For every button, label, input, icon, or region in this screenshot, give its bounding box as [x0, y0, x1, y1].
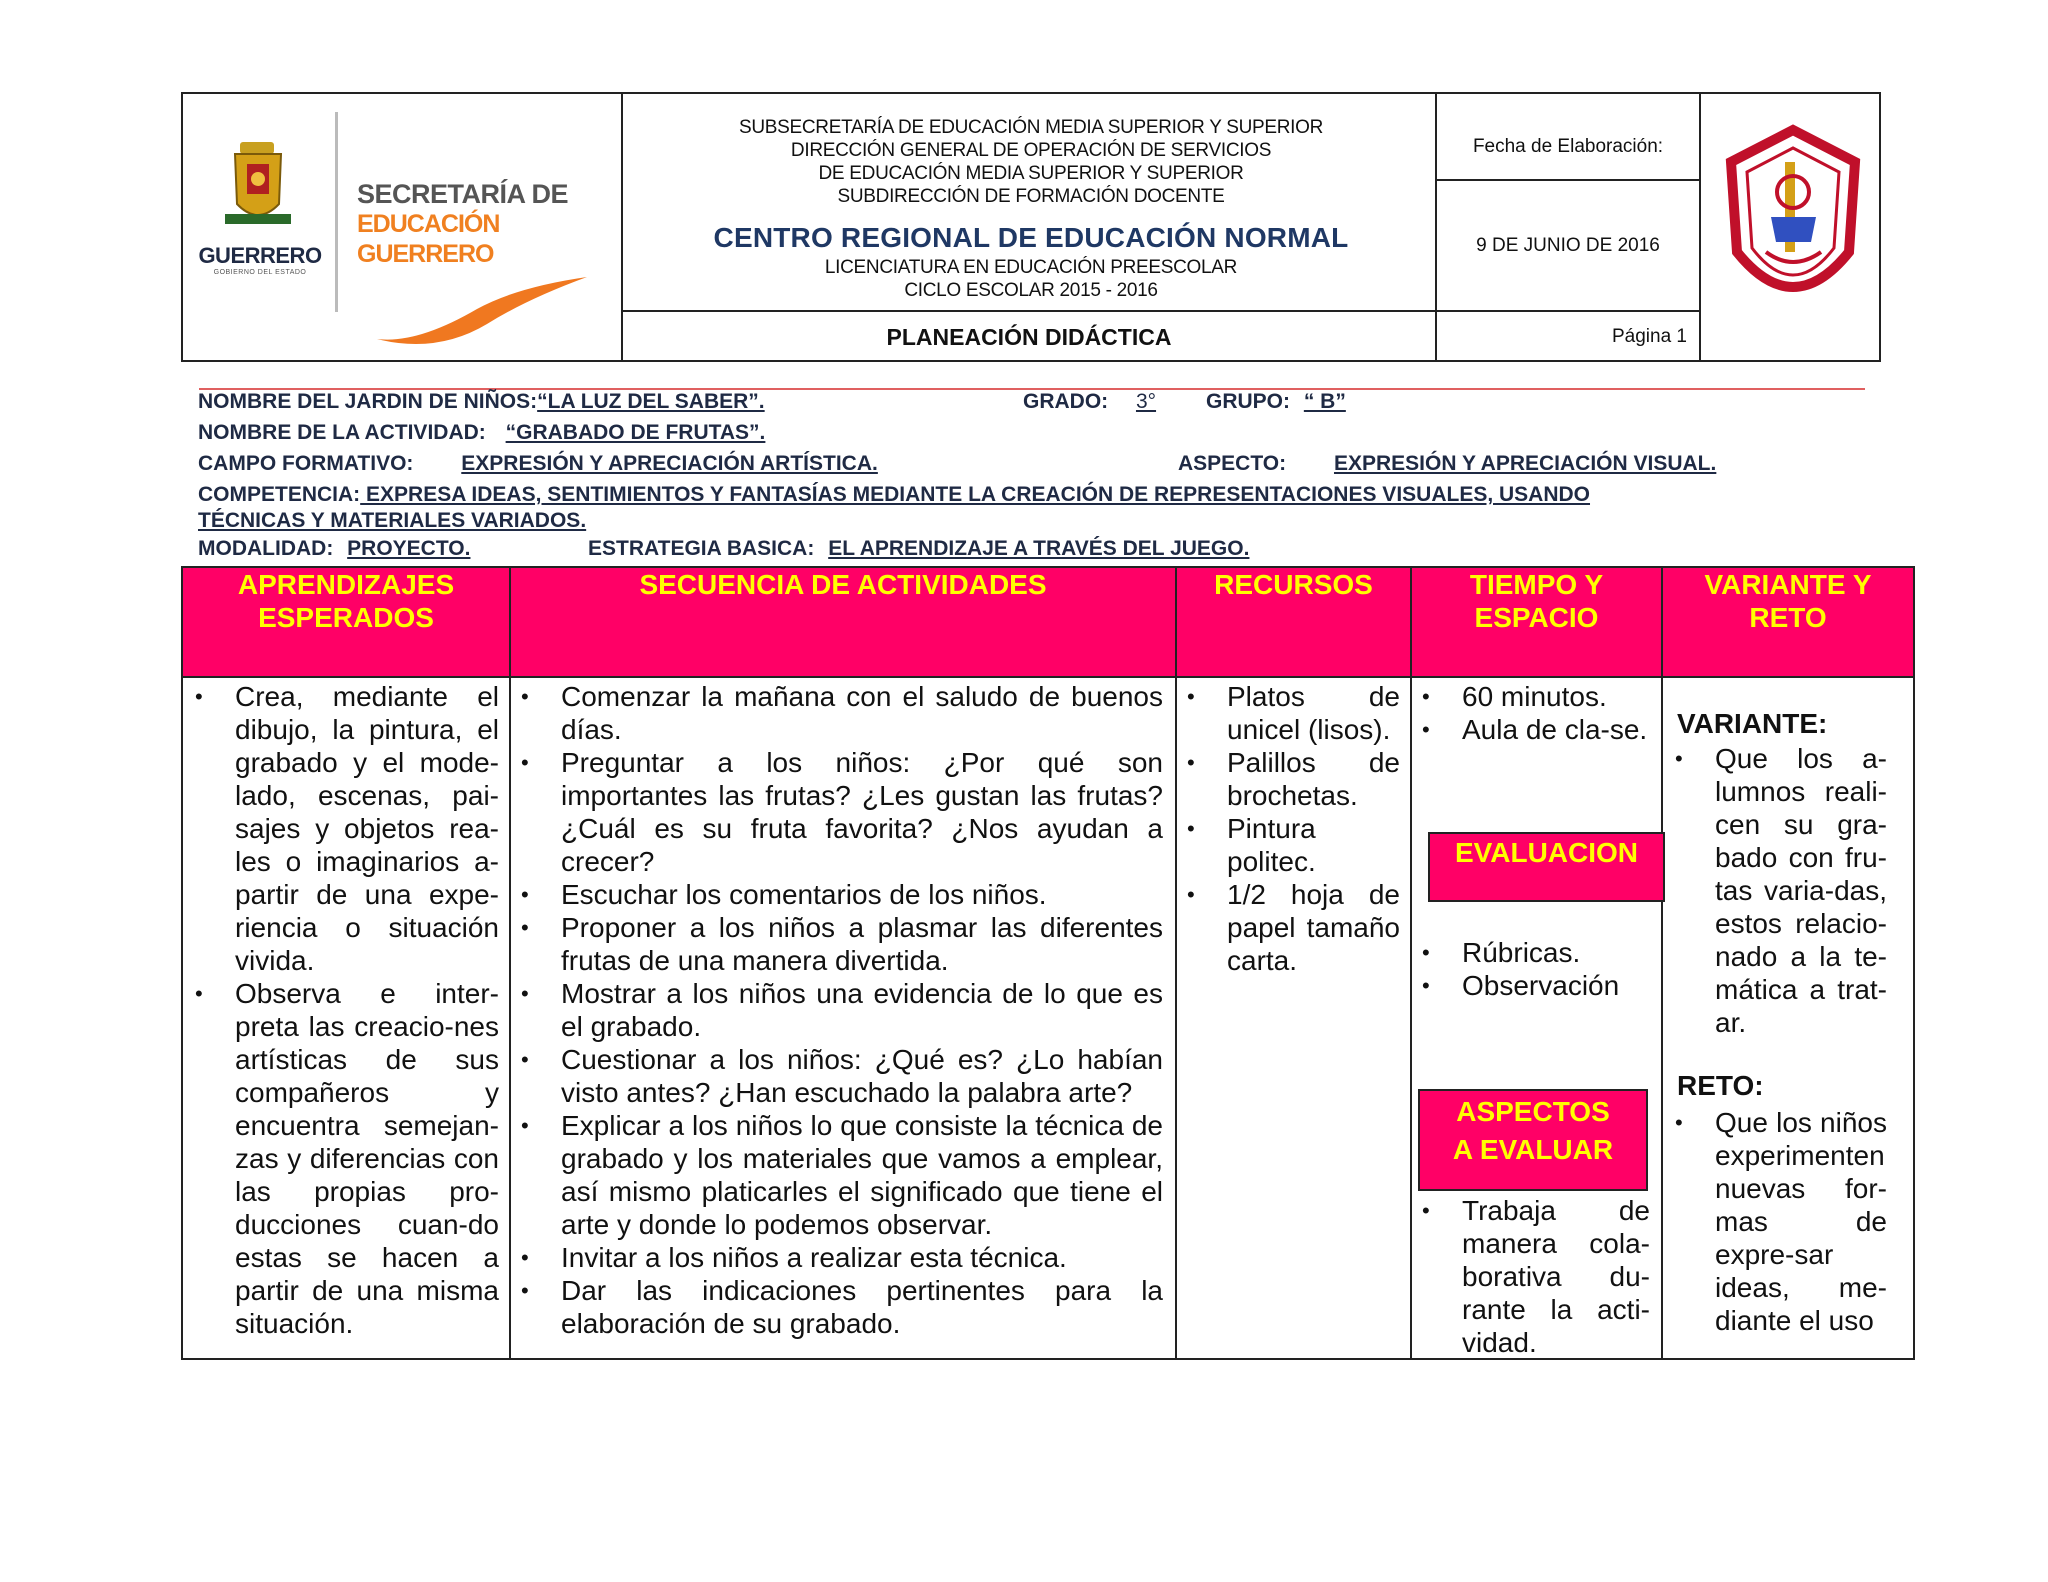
sub-line-1: SUBSECRETARÍA DE EDUCACIÓN MEDIA SUPERIOR Y SUPERIOR [738, 117, 1324, 138]
campo-label: CAMPO FORMATIVO: [198, 452, 414, 475]
page-number: Página 1 [1611, 326, 1687, 347]
orange-swoosh-icon [357, 269, 597, 349]
list-item: • Crea, mediante el dibujo, la pintura, el grabado y el mode-lado, escenas, pai-sajes y objetos rea-les o imaginarios a-partir de una expe-riencia o situación vivida. [183, 680, 499, 977]
actividad-row [198, 421, 765, 445]
aspectos-list [1410, 1194, 1650, 1359]
kinder-value: “LA LUZ DEL SABER”. [537, 390, 765, 413]
list-item: • Comenzar la mañana con el saludo de buenos días. [509, 680, 1163, 746]
estrategia-label: ESTRATEGIA BASICA: [588, 537, 815, 560]
doc-title: PLANEACIÓN DIDÁCTICA [886, 324, 1172, 350]
sub-line-2: DIRECCIÓN GENERAL DE OPERACIÓN DE SERVICIOS [790, 140, 1272, 161]
competencia-line2: TÉCNICAS Y MATERIALES VARIADOS. [198, 509, 587, 532]
grado-value: 3° [1135, 390, 1157, 413]
tiempo-list [1410, 680, 1650, 746]
actividad-value: “GRABADO DE FRUTAS”. [505, 421, 766, 444]
list-item: • Cuestionar a los niños: ¿Qué es? ¿Lo habían visto antes? ¿Han escuchado la palabra arte? [509, 1043, 1163, 1109]
list-item: • Invitar a los niños a realizar esta técnica. [509, 1241, 1163, 1274]
kinder-label: NOMBRE DEL JARDIN DE NIÑOS: [198, 390, 538, 413]
list-item: • Explicar a los niños lo que consiste la técnica de grabado y los materiales que vamos a emplear, así mismo platicarles el significado que tiene el arte y donde lo podemos observar. [509, 1109, 1163, 1241]
grupo-row [1206, 390, 1346, 414]
logo-divider [335, 112, 338, 312]
header-recursos: RECURSOS [1214, 569, 1373, 600]
list-item: • Platos de unicel (lisos). [1175, 680, 1400, 746]
grado-label: GRADO: [1023, 390, 1109, 413]
list-item: • Rúbricas. [1410, 936, 1650, 969]
list-item: • 60 minutos. [1410, 680, 1650, 713]
state-name: GUERRERO [198, 243, 322, 268]
list-item: • Pintura politec. [1175, 812, 1400, 878]
header-center [623, 94, 1439, 309]
grupo-label: GRUPO: [1206, 390, 1290, 413]
list-item: • Observación [1410, 969, 1650, 1002]
list-item: • Observa e inter-preta las creacio-nes artísticas de sus compañeros y encuentra semejan-zas y diferencias con las propias pro-ducciones cuan-do estas se hacen a partir de una misma situación. [183, 977, 499, 1340]
sub-line-4: SUBDIRECCIÓN DE FORMACIÓN DOCENTE [837, 186, 1225, 207]
grupo-value: “ B” [1303, 390, 1346, 413]
date-label: Fecha de Elaboración: [1472, 136, 1664, 157]
modalidad-row [198, 537, 497, 561]
date-value: 9 DE JUNIO DE 2016 [1476, 235, 1660, 256]
list-item: • Que los a-lumnos reali-cen su gra-bado con fru-tas varia-das, estos relacio-nado a la te-mática a trat-ar. [1663, 742, 1887, 1039]
competencia-label: COMPETENCIA: [198, 483, 361, 506]
modalidad-value: PROYECTO. [347, 537, 471, 560]
aspecto-label: ASPECTO: [1178, 452, 1287, 475]
competencia-row-2 [198, 509, 586, 533]
list-item: • Preguntar a los niños: ¿Por qué son importantes las frutas? ¿Les gustan las frutas? ¿Cuál es su fruta favorita? ¿Nos ayudan a crecer? [509, 746, 1163, 878]
document-header [181, 92, 1881, 362]
header-tiempo: TIEMPO Y ESPACIO [1469, 569, 1604, 633]
state-subtitle: GOBIERNO DEL ESTADO [213, 269, 307, 276]
list-item: • 1/2 hoja de papel tamaño carta. [1175, 878, 1400, 977]
aspecto-row [1178, 452, 1716, 476]
estrategia-row [588, 537, 1249, 561]
list-item: • Mostrar a los niños una evidencia de lo que es el grabado. [509, 977, 1163, 1043]
modalidad-label: MODALIDAD: [198, 537, 334, 560]
header-variante: VARIANTE Y RETO [1704, 569, 1872, 633]
guerrero-logo [195, 134, 325, 284]
list-item: • Que los niños experimenten nuevas for-mas de expre-sar ideas, me-diante el uso [1663, 1106, 1887, 1337]
program-name: LICENCIATURA EN EDUCACIÓN PREESCOLAR [824, 257, 1238, 278]
header-secuencia: SECUENCIA DE ACTIVIDADES [639, 569, 1047, 600]
recursos-list [1175, 680, 1400, 977]
list-item: • Proponer a los niños a plasmar las diferentes frutas de una manera divertida. [509, 911, 1163, 977]
secretaria-line1: SECRETARÍA DE [357, 179, 569, 209]
grado-row [1023, 390, 1170, 414]
competencia-row [198, 483, 1590, 507]
school-cycle: CICLO ESCOLAR 2015 - 2016 [904, 280, 1158, 301]
evaluacion-list [1410, 936, 1650, 1002]
evaluacion-box: EVALUACION [1428, 832, 1665, 902]
actividad-label: NOMBRE DE LA ACTIVIDAD: [198, 421, 486, 444]
reto-label: RETO: [1677, 1070, 1764, 1101]
list-item: • Palillos de brochetas. [1175, 746, 1400, 812]
aprendizajes-list [183, 680, 499, 1340]
aspecto-value: EXPRESIÓN Y APRECIACIÓN VISUAL. [1333, 452, 1717, 475]
list-item: • Aula de cla-se. [1410, 713, 1650, 746]
kinder-row [198, 390, 897, 414]
sub-line-3: DE EDUCACIÓN MEDIA SUPERIOR Y SUPERIOR [818, 163, 1244, 184]
header-aprendizajes: APRENDIZAJES ESPERADOS [237, 569, 455, 633]
guerrero-shield-icon [195, 134, 325, 244]
list-item: • Trabaja de manera cola-borativa du-rante la acti-vidad. [1410, 1194, 1650, 1359]
campo-value: EXPRESIÓN Y APRECIACIÓN ARTÍSTICA. [461, 452, 878, 475]
institution-name: CENTRO REGIONAL DE EDUCACIÓN NORMAL [713, 222, 1349, 253]
variante-label: VARIANTE: [1677, 708, 1828, 739]
list-item: • Dar las indicaciones pertinentes para la elaboración de su grabado. [509, 1274, 1163, 1340]
variante-list [1663, 742, 1887, 1039]
school-crest-icon [1721, 122, 1865, 322]
estrategia-value: EL APRENDIZAJE A TRAVÉS DEL JUEGO. [828, 537, 1250, 560]
aspectos-box: ASPECTOS A EVALUAR [1418, 1089, 1648, 1191]
competencia-line1: EXPRESA IDEAS, SENTIMIENTOS Y FANTASÍAS MEDIANTE LA CREACIÓN DE REPRESENTACIONES VISUALES, USANDO [360, 483, 1591, 506]
campo-row [198, 452, 1021, 476]
reto-list [1663, 1106, 1887, 1337]
list-item: • Escuchar los comentarios de los niños. [509, 878, 1163, 911]
planning-table [181, 566, 1915, 1360]
secretaria-logo [357, 179, 617, 329]
secretaria-line2: EDUCACIÓN GUERRERO [357, 210, 500, 268]
secuencia-list [509, 680, 1163, 1340]
